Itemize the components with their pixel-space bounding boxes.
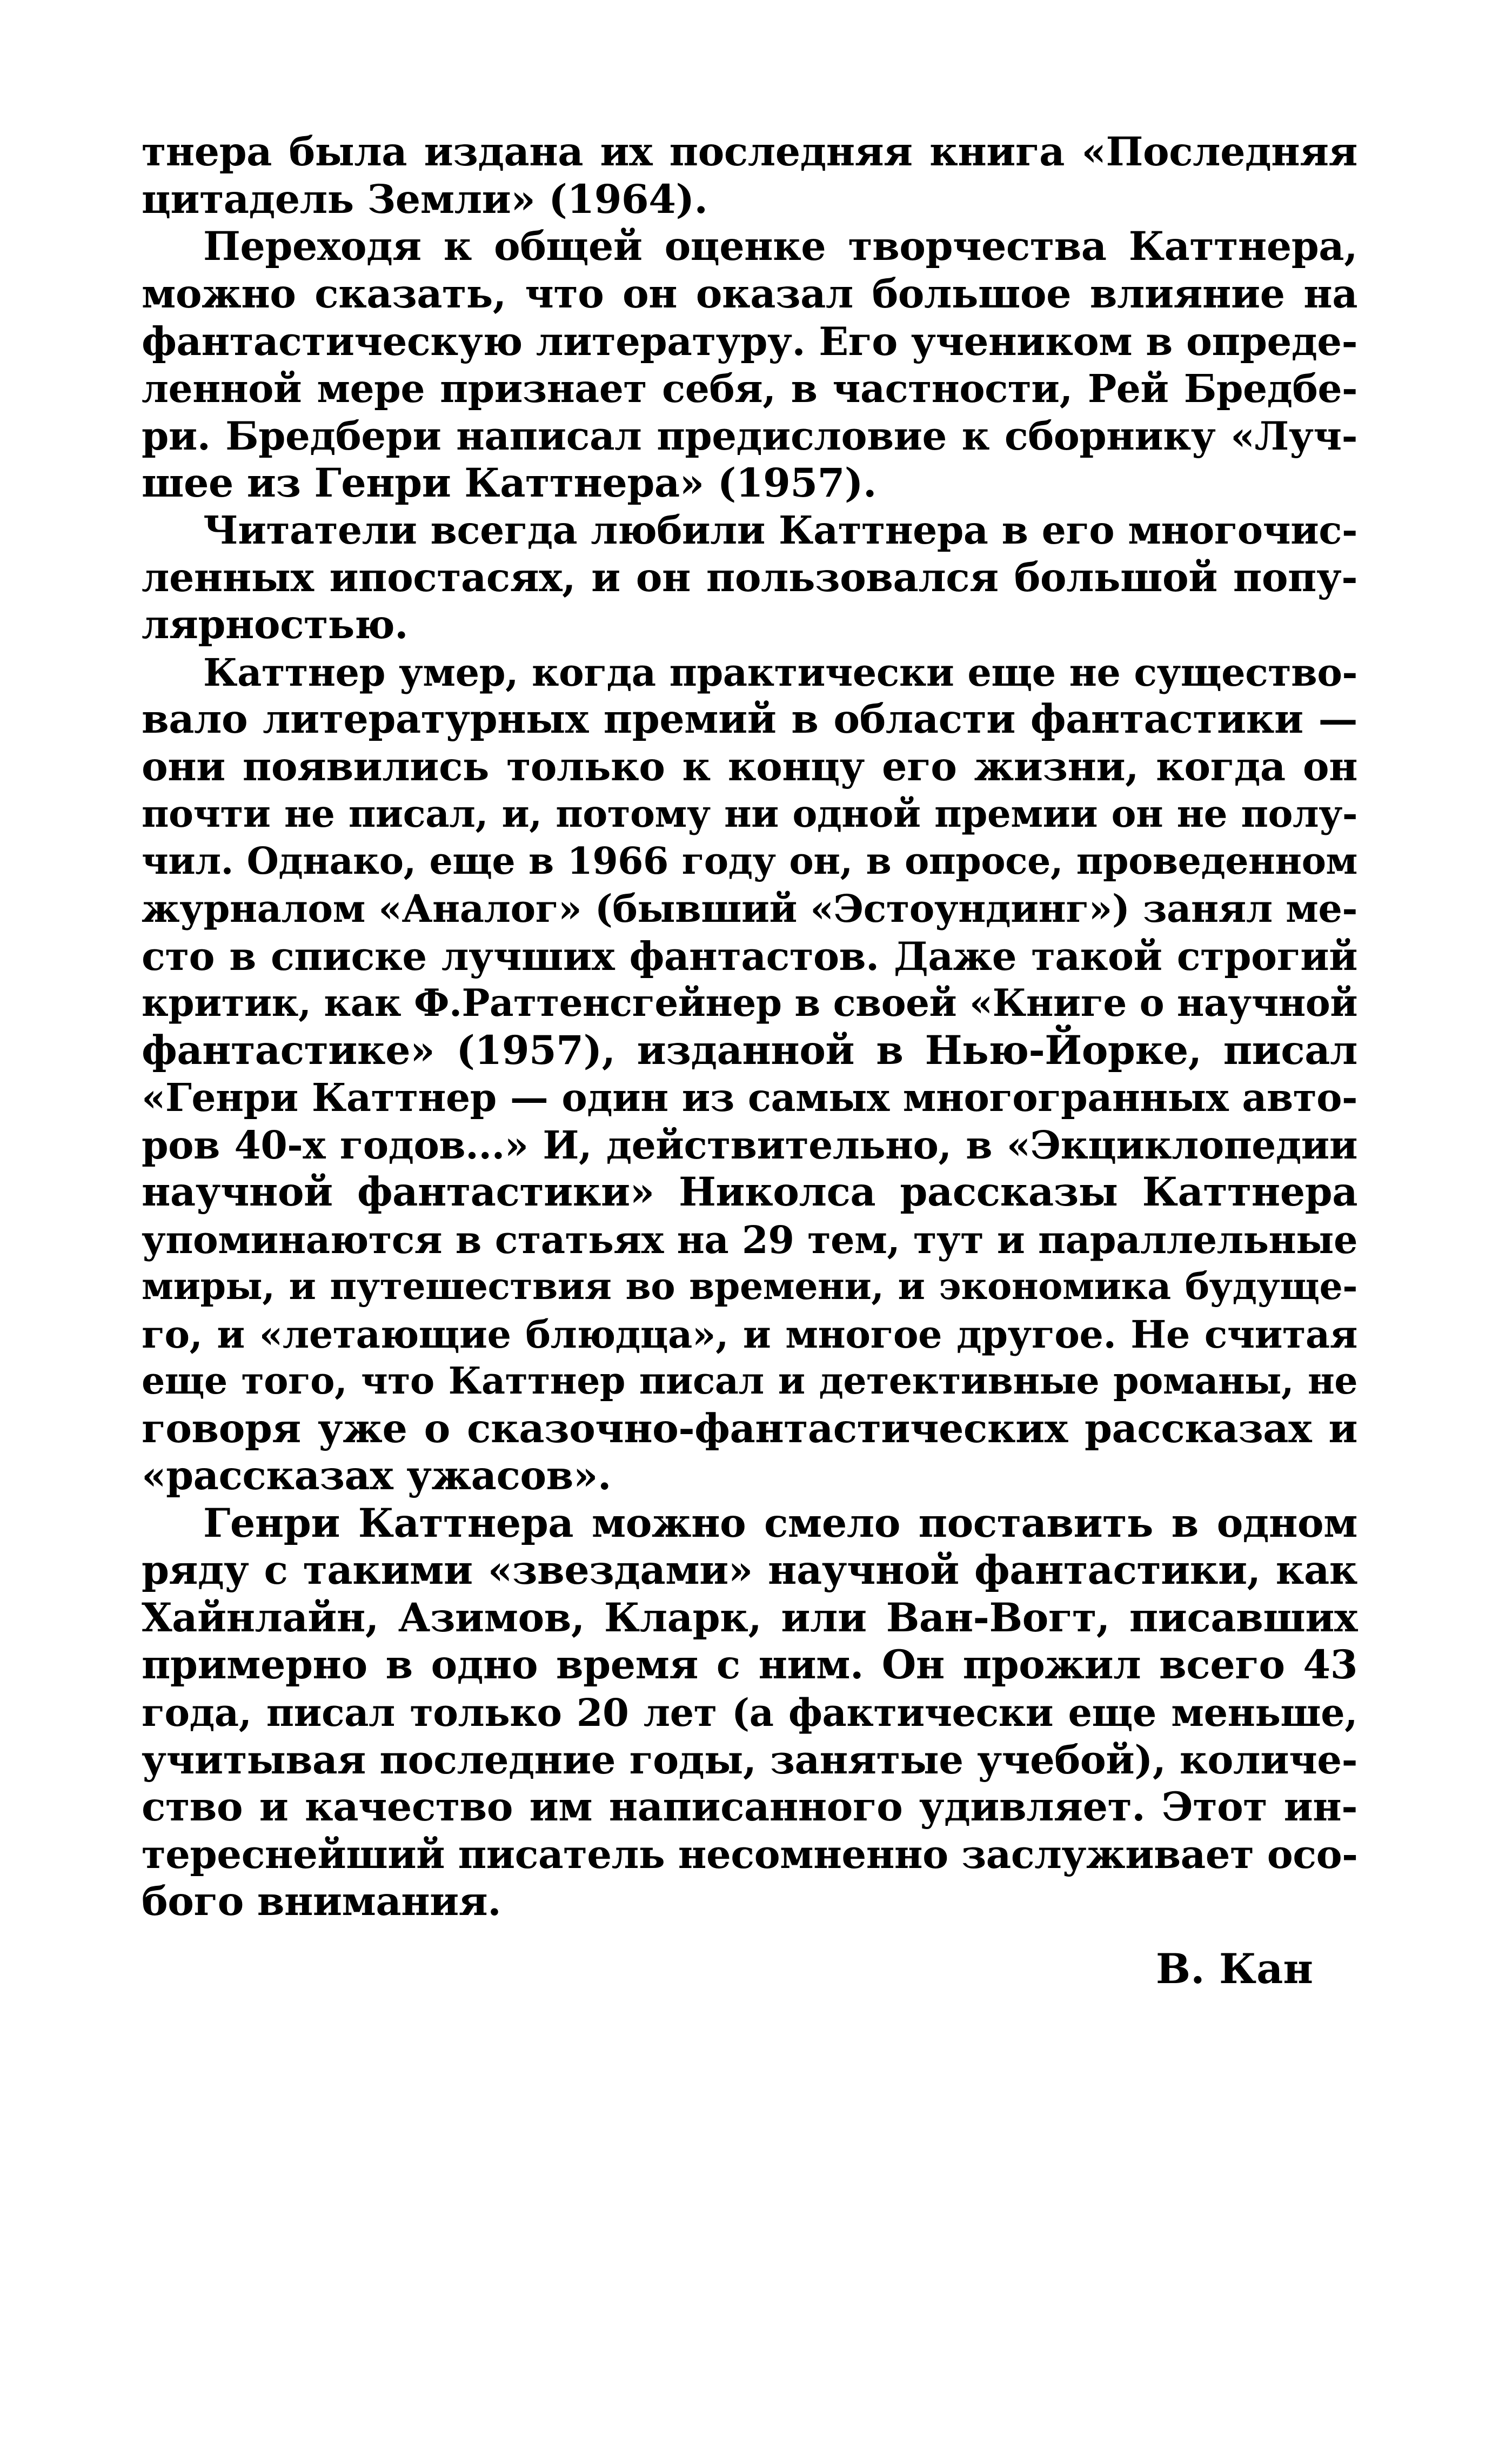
text-line: цитадель Земли» (1964).: [142, 176, 708, 223]
text-line: лярностью.: [142, 601, 409, 648]
text-line: критик, как Ф.Раттенсгейнер в своей «Книге о научной: [142, 981, 1357, 1025]
text-line: миры, и путешествия во времени, и экономика будуще-: [142, 1265, 1357, 1308]
text-line: упоминаются в статьях на 29 тем, тут и параллельные: [142, 1217, 1357, 1262]
text-line: примерно в одно время с ним. Он прожил всего 43: [142, 1642, 1357, 1688]
text-line: бого внимания.: [142, 1878, 501, 1925]
author-signature: В. Кан: [1155, 1945, 1313, 1993]
text-line: ри. Бредбери написал предисловие к сборнику «Луч-: [142, 413, 1357, 459]
text-line: вало литературных премий в области фантастики —: [142, 696, 1357, 742]
text-line: ров 40-х годов...» И, действительно, в «Экциклопедии: [142, 1122, 1357, 1168]
text-line: ряду с такими «звездами» научной фантастики, как: [142, 1547, 1357, 1593]
text-line: тереснейший писатель несомненно заслуживает осо-: [142, 1831, 1358, 1877]
text-line: Хайнлайн, Азимов, Кларк, или Ван-Вогт, писавших: [142, 1594, 1357, 1641]
paragraph-first-line: Переходя к общей оценке творчества Каттнера,: [203, 223, 1357, 270]
text-line: фантастике» (1957), изданной в Нью-Йорке, писал: [142, 1027, 1357, 1074]
text-line: учитывая последние годы, занятые учебой), количе-: [142, 1737, 1357, 1783]
text-line: научной фантастики» Николса рассказы Каттнера: [142, 1169, 1357, 1215]
text-line: тнера была издана их последняя книга «Последняя: [142, 129, 1357, 175]
text-line: они появились только к концу его жизни, когда он: [142, 743, 1357, 790]
text-line: сто в списке лучших фантастов. Даже такой строгий: [142, 933, 1357, 979]
text-line: «Генри Каттнер — один из самых многогранных авто-: [142, 1075, 1357, 1120]
paragraph-first-line: Читатели всегда любили Каттнера в его многочис-: [203, 507, 1357, 553]
text-line: ство и качество им написанного удивляет. Этот ин-: [142, 1783, 1357, 1830]
text-line: ленных ипостасях, и он пользовался большой попу-: [142, 554, 1357, 601]
text-line: фантастическую литературу. Его учеником в опреде-: [142, 318, 1357, 364]
text-line: «рассказах ужасов».: [142, 1452, 611, 1499]
text-line: можно сказать, что он оказал большое влияние на: [142, 270, 1357, 317]
text-line: го, и «летающие блюдца», и многое другое. Не считая: [142, 1311, 1357, 1357]
text-line: говоря уже о сказочно-фантастических рассказах и: [142, 1405, 1357, 1452]
article-text: [142, 129, 1357, 1925]
text-line: почти не писал, и, потому ни одной премии он не полу-: [142, 792, 1357, 836]
paragraph-first-line: Генри Каттнера можно смело поставить в одном: [203, 1499, 1357, 1546]
text-line: журналом «Аналог» (бывший «Эстоундинг») занял ме-: [142, 886, 1357, 931]
text-line: еще того, что Каттнер писал и детективные романы, не: [142, 1360, 1357, 1403]
text-line: ленной мере признает себя, в частности, Рей Бредбе-: [142, 365, 1357, 411]
text-line: чил. Однако, еще в 1966 году он, в опросе, проведенном: [142, 839, 1357, 883]
text-line: года, писал только 20 лет (а фактически еще меньше,: [142, 1690, 1357, 1735]
paragraph-first-line: Каттнер умер, когда практически еще не существо-: [203, 650, 1357, 695]
text-line: шее из Генри Каттнера» (1957).: [142, 459, 877, 506]
